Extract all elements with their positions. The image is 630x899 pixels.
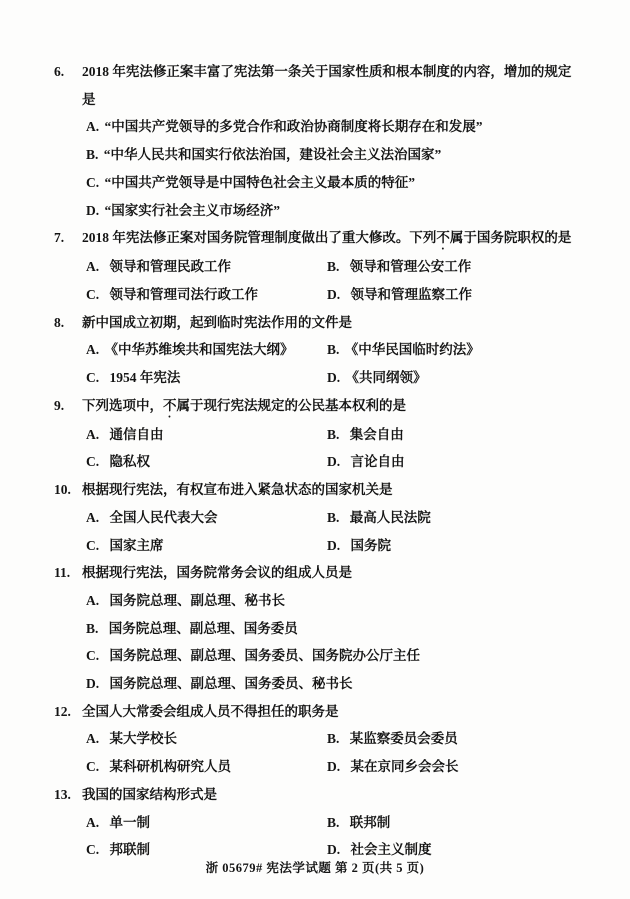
question-stem-row (0, 309, 574, 337)
option-text: 国务院总理、副总理、国务委员 (108, 620, 298, 636)
option-row (327, 448, 574, 476)
question-stem-row (0, 559, 574, 587)
option-list (0, 587, 574, 698)
option-text: 单一制 (109, 814, 150, 830)
option-row (327, 532, 574, 560)
option-row (86, 809, 327, 837)
option-row (0, 670, 574, 698)
option-label: C. (86, 454, 100, 470)
question-number: 8. (54, 314, 65, 330)
option-label: D. (86, 676, 100, 692)
questions-list (0, 58, 630, 864)
option-label: B. (327, 731, 340, 747)
question-stem: 新中国成立初期，起到临时宪法作用的文件是 (82, 314, 352, 330)
option-label: C. (86, 174, 100, 190)
option-row (327, 725, 574, 753)
option-row (86, 336, 327, 364)
option-label: C. (86, 370, 100, 386)
option-label: A. (86, 342, 100, 358)
question-stem-row (0, 58, 574, 113)
option-label: B. (327, 814, 340, 830)
question-stem-row (0, 476, 574, 504)
option-label: C. (86, 648, 100, 664)
option-text: 《中华民国临时约法》 (344, 342, 480, 358)
question-stem: 2018 年宪法修正案丰富了宪法第一条关于国家性质和根本制度的内容，增加的规定是 (82, 64, 572, 107)
question-block (0, 58, 574, 224)
emphasized-text: 不 (436, 230, 450, 246)
option-row (327, 281, 574, 309)
question-block (0, 559, 574, 698)
option-label: C. (86, 759, 100, 775)
option-row (86, 448, 327, 476)
emphasized-text: 不 (163, 397, 177, 413)
question-block (0, 698, 574, 781)
option-text: 领导和管理公安工作 (349, 259, 472, 275)
option-list (0, 421, 574, 476)
option-row (0, 642, 574, 670)
footer-text: 浙 05679# 宪法学试题 第 2 页(共 5 页) (205, 861, 425, 875)
question-stem: 我国的国家结构形式是 (82, 786, 217, 802)
question-block (0, 309, 574, 392)
option-label: C. (86, 537, 100, 553)
option-label: D. (327, 454, 341, 470)
option-text: “中国共产党领导是中国特色社会主义最本质的特征” (104, 174, 415, 190)
question-stem: 下列选项中，不属于现行宪法规定的公民基本权利的是 (82, 397, 406, 413)
option-text: 1954 年宪法 (109, 370, 181, 386)
option-text: 隐私权 (109, 454, 150, 470)
option-text: “中华人民共和国实行依法治国，建设社会主义法治国家” (103, 147, 442, 163)
option-text: 国务院 (350, 537, 391, 553)
option-label: A. (86, 259, 100, 275)
option-text: 某大学校长 (109, 731, 177, 747)
option-row (0, 587, 574, 615)
option-text: 领导和管理民政工作 (109, 259, 231, 275)
option-text: 国务院总理、副总理、秘书长 (109, 592, 285, 608)
option-label: D. (327, 286, 341, 302)
option-label: A. (86, 119, 100, 135)
option-row (327, 421, 574, 449)
option-label: A. (86, 426, 100, 442)
option-text: “国家实行社会主义市场经济” (104, 202, 280, 218)
option-label: A. (86, 731, 100, 747)
option-label: B. (327, 426, 340, 442)
question-stem: 根据现行宪法，国务院常务会议的组成人员是 (82, 565, 352, 581)
question-stem: 全国人大常委会组成人员不得担任的职务是 (82, 703, 339, 719)
option-text: 联邦制 (349, 814, 391, 830)
option-text: 国务院总理、副总理、国务委员、秘书长 (109, 676, 353, 692)
question-number: 11. (54, 565, 71, 581)
option-row (327, 336, 574, 364)
option-label: B. (327, 259, 340, 275)
option-row (0, 197, 574, 225)
option-row (327, 364, 574, 392)
option-row (0, 141, 574, 169)
option-row (86, 504, 327, 532)
question-block (0, 392, 574, 476)
option-text: 最高人民法院 (349, 509, 431, 525)
option-label: A. (86, 814, 100, 830)
option-list (0, 336, 574, 391)
question-number: 9. (54, 397, 65, 413)
option-row (0, 169, 574, 197)
option-label: B. (327, 509, 340, 525)
question-number: 12. (54, 703, 71, 719)
question-stem: 2018 年宪法修正案对国务院管理制度做出了重大修改。下列不属于国务院职权的是 (82, 230, 572, 246)
question-number: 7. (54, 230, 65, 246)
question-stem-row (0, 781, 574, 809)
option-text: 某科研机构研究人员 (109, 759, 231, 775)
option-row (86, 364, 327, 392)
option-row (86, 253, 327, 281)
option-list (0, 504, 574, 559)
option-list (0, 809, 574, 864)
option-text: 社会主义制度 (350, 842, 432, 858)
option-label: A. (86, 509, 100, 525)
option-row (86, 421, 327, 449)
question-block (0, 476, 574, 559)
option-row (0, 113, 574, 141)
option-row (327, 253, 574, 281)
page-footer (0, 858, 630, 876)
option-label: C. (86, 842, 100, 858)
option-row (86, 532, 327, 560)
option-row (327, 504, 574, 532)
option-text: 领导和管理监察工作 (350, 286, 472, 302)
option-label: D. (327, 537, 341, 553)
option-row (327, 809, 574, 837)
option-text: 通信自由 (109, 426, 164, 442)
question-number: 10. (54, 482, 71, 498)
option-text: 言论自由 (350, 454, 405, 470)
option-row (86, 281, 327, 309)
option-label: B. (327, 342, 340, 358)
option-text: 某在京同乡会会长 (350, 759, 459, 775)
option-row (86, 753, 327, 781)
question-block (0, 781, 574, 864)
option-list (0, 253, 574, 308)
option-text: 某监察委员会委员 (349, 731, 458, 747)
option-text: 国家主席 (109, 537, 164, 553)
option-label: A. (86, 592, 100, 608)
question-stem-row (0, 698, 574, 726)
option-text: 集会自由 (349, 426, 404, 442)
option-label: D. (86, 202, 100, 218)
option-text: 邦联制 (109, 842, 150, 858)
option-text: 《中华苏维埃共和国宪法大纲》 (104, 342, 294, 358)
option-label: B. (86, 620, 99, 636)
option-text: 领导和管理司法行政工作 (109, 286, 258, 302)
option-text: 全国人民代表大会 (109, 509, 218, 525)
option-row (0, 615, 574, 643)
question-block (0, 224, 574, 308)
option-row (327, 753, 574, 781)
question-stem-row (0, 392, 574, 421)
question-stem: 根据现行宪法，有权宣布进入紧急状态的国家机关是 (82, 482, 393, 498)
option-text: “中国共产党领导的多党合作和政治协商制度将长期存在和发展” (104, 119, 483, 135)
option-label: C. (86, 286, 100, 302)
option-text: 《共同纲领》 (345, 370, 427, 386)
question-stem-row (0, 224, 574, 253)
question-number: 6. (54, 64, 65, 79)
option-label: D. (327, 842, 341, 858)
question-number: 13. (54, 786, 71, 802)
option-label: D. (327, 370, 341, 386)
option-label: D. (327, 759, 341, 775)
option-list (0, 725, 574, 780)
option-list (0, 113, 574, 224)
option-row (86, 725, 327, 753)
option-text: 国务院总理、副总理、国务委员、国务院办公厅主任 (109, 648, 420, 664)
option-label: B. (86, 147, 99, 163)
